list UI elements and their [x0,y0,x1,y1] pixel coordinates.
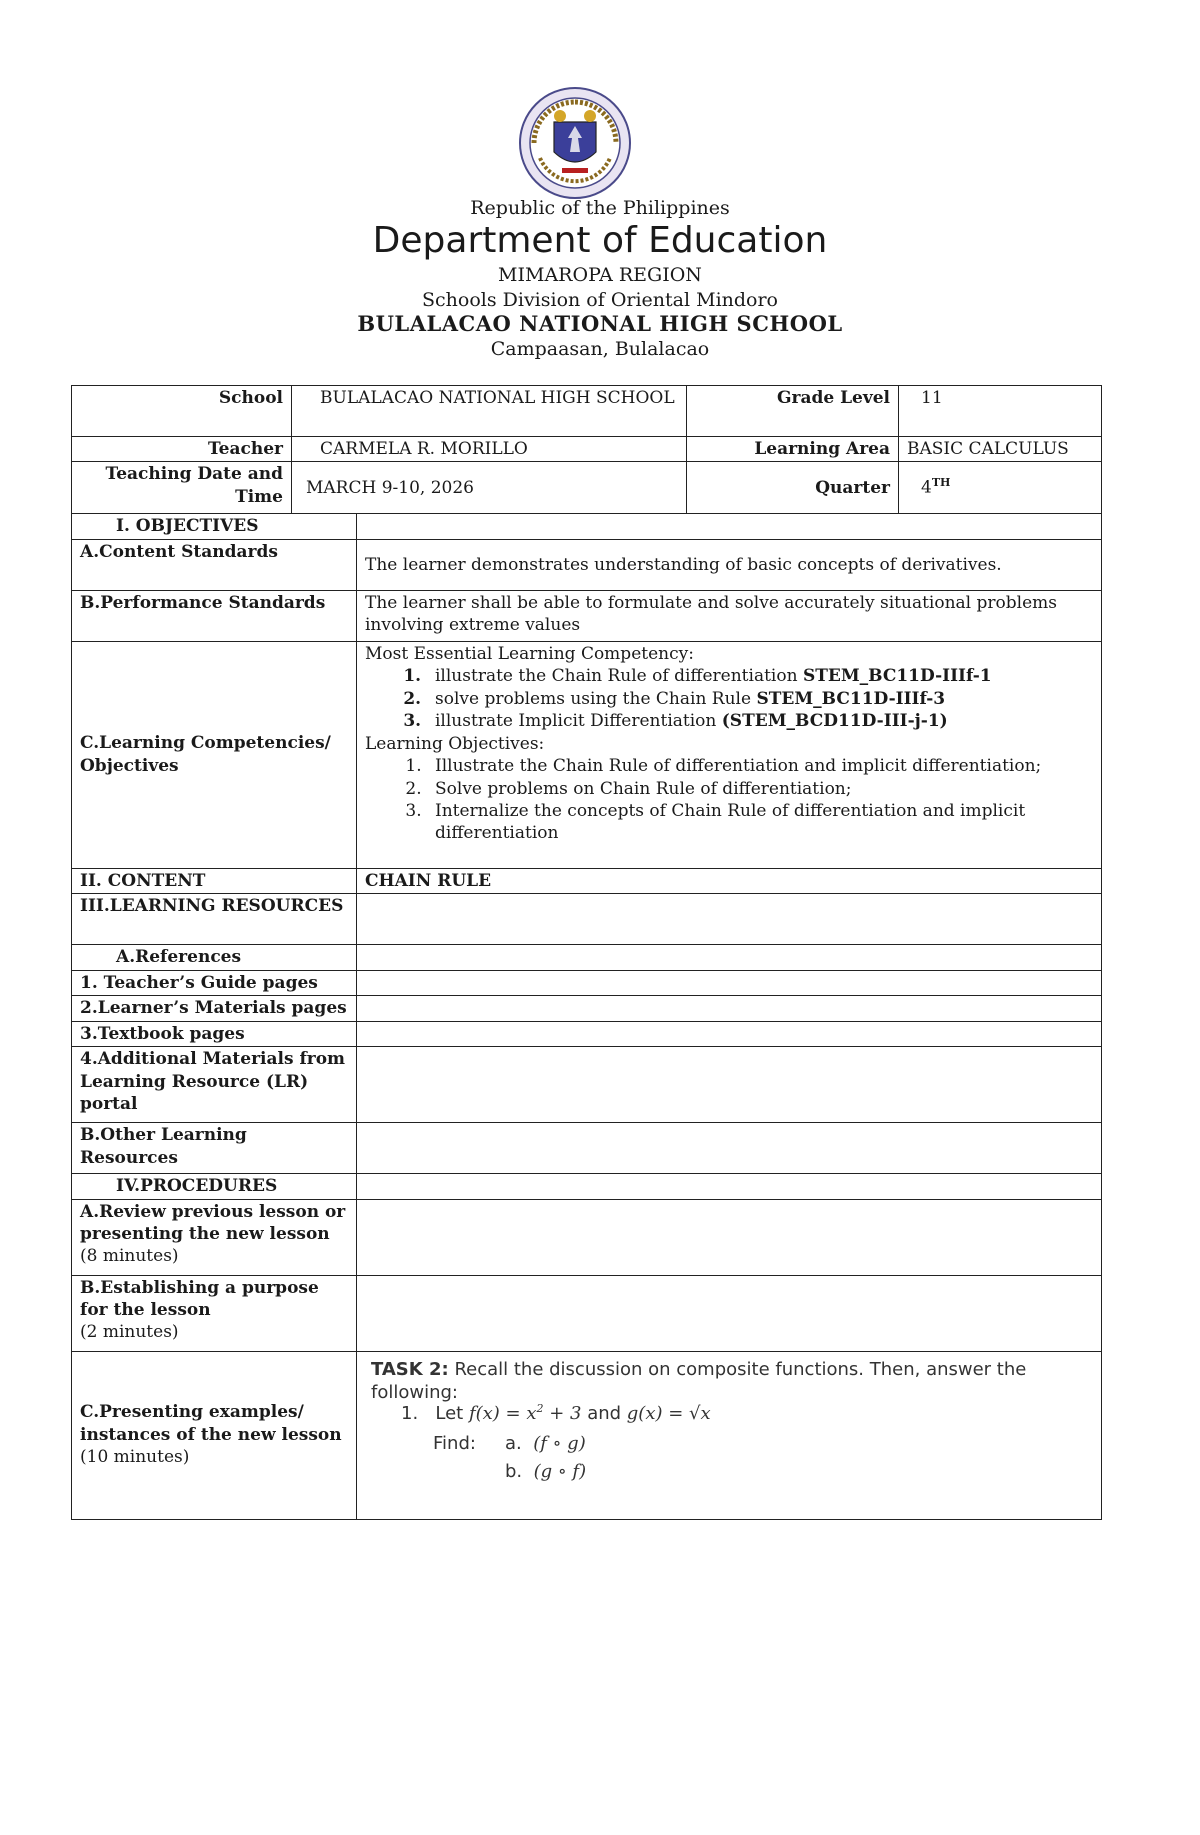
part-a-expression: (f ∘ g) [533,1432,586,1454]
part-a-label: a. [505,1432,522,1454]
performance-standards-row [72,590,1102,641]
learning-resources-row [72,894,1102,945]
learning-resources-heading: III.LEARNING RESOURCES [72,894,357,945]
learning-resources-blank [357,894,1102,945]
teaching-date-label: Teaching Date and Time [72,462,292,514]
procedures-heading-blank [357,1174,1102,1199]
teaching-date-value: MARCH 9-10, 2026 [292,462,687,514]
melc-text: solve problems using the Chain Rule [435,688,757,709]
melc-list [365,665,1093,732]
grade-level-value: 11 [899,386,1102,437]
task-title-bold: TASK 2: [371,1358,449,1380]
deped-seal-icon [518,86,632,200]
objectives-heading: I. OBJECTIVES [72,514,357,539]
part-b-label: b. [505,1460,523,1482]
other-resources-blank [357,1123,1102,1174]
competencies-cell [357,641,1102,868]
task-item-number: 1. [401,1402,419,1424]
references-blank [357,945,1102,970]
procedures-heading: IV.PROCEDURES [72,1174,357,1199]
melc-heading: Most Essential Learning Competency: [365,643,694,664]
task-title [371,1358,1101,1406]
examples-label: C.Presenting examples/ instances of the new lesson [80,1402,342,1445]
textbook-blank [357,1021,1102,1046]
melc-item [427,688,1093,710]
g-definition: g(x) = √x [626,1402,711,1424]
additional-materials-blank [357,1047,1102,1123]
melc-code: (STEM_BCD11D-III-j-1) [721,711,948,732]
melc-item [427,665,1093,687]
teacher-value: CARMELA R. MORILLO [292,437,687,462]
melc-item [427,710,1093,732]
additional-materials-label: 4.Additional Materials from Learning Resource (LR) portal [72,1047,357,1123]
division-line: Schools Division of Oriental Mindoro [422,289,778,311]
task-image [357,1352,1101,1502]
teachers-guide-blank [357,970,1102,995]
school-name-heading: BULALACAO NATIONAL HIGH SCHOOL [357,311,843,336]
school-label: School [72,386,292,437]
learners-materials-row [72,996,1102,1021]
teachers-guide-label: 1. Teacher’s Guide pages [72,970,357,995]
task-part-a [505,1432,586,1456]
school-address: Campaasan, Bulalacao [490,338,710,360]
review-label: A.Review previous lesson or presenting the new lesson [80,1201,346,1244]
content-row [72,868,1102,893]
objectives-heading-blank [357,514,1102,539]
task-item-1 [401,1402,711,1426]
task-and: and [581,1402,627,1424]
school-value: BULALACAO NATIONAL HIGH SCHOOL [292,386,687,437]
melc-code: STEM_BC11D-IIIf-3 [756,688,946,709]
quarter-value [899,462,1102,514]
info-row-date [72,462,1102,514]
content-standards-label: A.Content Standards [72,539,357,590]
task-title-text: Recall the discussion on composite functions. Then, answer the following: [371,1358,1027,1404]
content-standards-row [72,539,1102,590]
purpose-label-cell [72,1275,357,1351]
department-title: Department of Education [372,220,828,261]
f-definition: f(x) = x [468,1402,537,1424]
melc-text: illustrate Implicit Differentiation [435,711,722,732]
performance-standards-text: The learner shall be able to formulate and solve accurately situational problems involving extreme values [357,590,1102,641]
grade-level-label: Grade Level [687,386,899,437]
task-let: Let [435,1402,469,1424]
learning-objectives-list [365,755,1093,845]
f-exponent: 2 [536,1401,544,1415]
other-resources-row [72,1123,1102,1174]
purpose-row [72,1275,1102,1351]
other-resources-label: B.Other Learning Resources [72,1123,357,1174]
quarter-number: 4 [921,478,932,499]
references-label: A.References [72,945,357,970]
info-row-school [72,386,1102,437]
purpose-blank [357,1275,1102,1351]
examples-time: (10 minutes) [80,1447,190,1468]
content-standards-text: The learner demonstrates understanding of basic concepts of derivatives. [357,539,1102,590]
learning-objective-item: 1. Illustrate the Chain Rule of differentiation and implicit differentiation; [427,755,1093,777]
examples-label-cell [72,1351,357,1519]
learning-area-label: Learning Area [687,437,899,462]
learning-objective-item: 3. Internalize the concepts of Chain Rule of differentiation and implicit differentiation [427,800,1093,845]
quarter-suffix: TH [931,476,951,490]
learning-area-value: BASIC CALCULUS [899,437,1102,462]
content-value: CHAIN RULE [357,868,1102,893]
review-label-cell [72,1199,357,1275]
procedures-heading-row [72,1174,1102,1199]
region-line: MIMAROPA REGION [498,264,702,286]
teacher-label: Teacher [72,437,292,462]
f-tail: + 3 [543,1402,582,1424]
info-row-teacher [72,437,1102,462]
content-heading: II. CONTENT [72,868,357,893]
republic-line: Republic of the Philippines [470,197,730,219]
melc-text: illustrate the Chain Rule of differentiation [435,666,803,687]
lesson-plan-table [71,385,1102,1520]
competencies-row [72,641,1102,868]
examples-row [72,1351,1102,1519]
review-row [72,1199,1102,1275]
quarter-label: Quarter [687,462,899,514]
performance-standards-label: B.Performance Standards [72,590,357,641]
textbook-label: 3.Textbook pages [72,1021,357,1046]
references-row [72,945,1102,970]
task-cell [357,1351,1102,1519]
review-time: (8 minutes) [80,1246,179,1267]
learners-materials-label: 2.Learner’s Materials pages [72,996,357,1021]
melc-code: STEM_BC11D-IIIf-1 [802,666,992,687]
purpose-time: (2 minutes) [80,1322,179,1343]
additional-materials-row [72,1047,1102,1123]
objectives-heading-row [72,514,1102,539]
part-b-expression: (g ∘ f) [533,1460,587,1482]
textbook-row [72,1021,1102,1046]
competencies-label: C.Learning Competencies/ Objectives [72,641,357,868]
learning-objectives-heading: Learning Objectives: [365,733,545,754]
review-blank [357,1199,1102,1275]
task-find: Find: [433,1432,476,1454]
purpose-label: B.Establishing a purpose for the lesson [80,1277,319,1320]
learners-materials-blank [357,996,1102,1021]
task-part-b [505,1460,586,1484]
teachers-guide-row [72,970,1102,995]
learning-objective-item: 2. Solve problems on Chain Rule of differentiation; [427,778,1093,800]
